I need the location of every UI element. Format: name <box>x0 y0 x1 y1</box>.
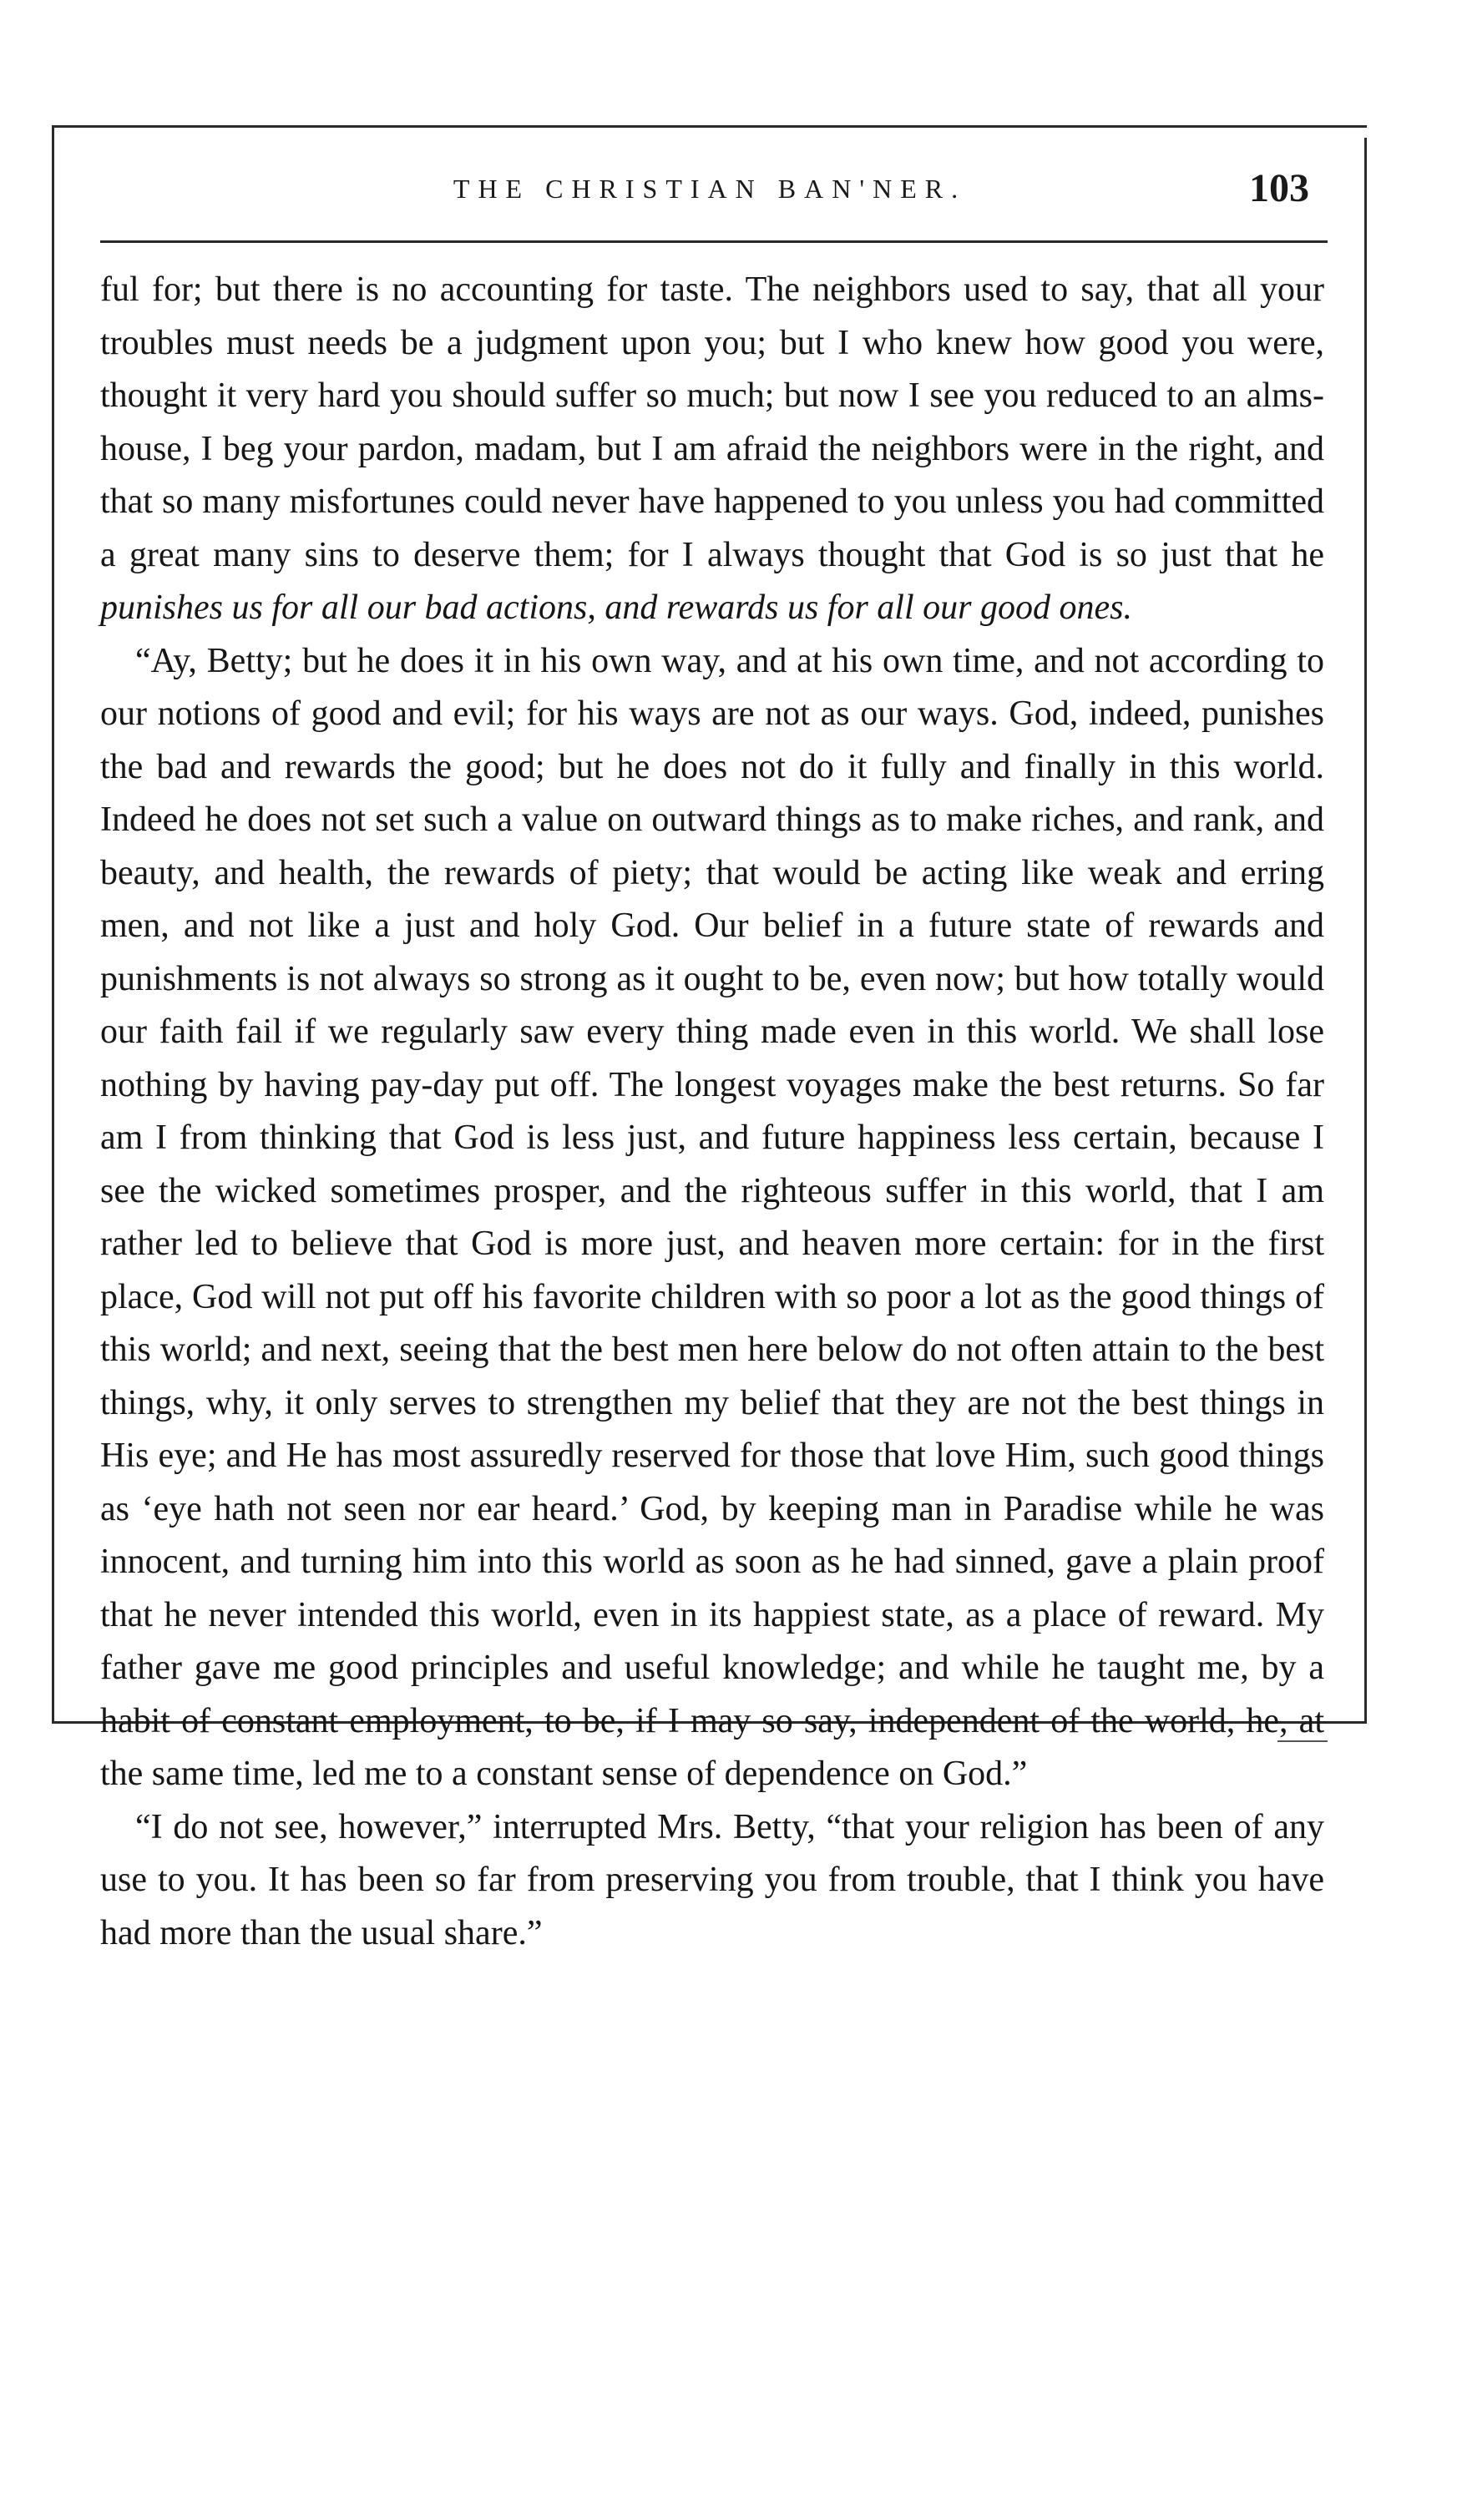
running-head <box>100 165 1319 215</box>
page-right-edge <box>1364 138 1367 1724</box>
paragraph-1-text: ful for; but there is no accounting for taste. The neighbors used to say, that all your troubles must needs be a judgment upon you; but I who knew how good you were, thought it very hard you should suffer so much; but now I see you reduced to an alms-house, I beg your pardon, madam, but I am afraid the neighbors were in the right, and that so many misfortunes could never have happened to you unless you had committed a great many sins to deserve them; for I always thought that God is so just that he <box>100 270 1324 574</box>
paragraph-1-italic: punishes us for all our bad actions, and rewards us for all our good ones. <box>100 588 1132 627</box>
bottom-mark <box>1277 1740 1328 1742</box>
paragraph-1 <box>100 264 1324 635</box>
paragraph-3 <box>100 1801 1324 1961</box>
page-number: 103 <box>1249 166 1309 210</box>
paragraph-2 <box>100 635 1324 1801</box>
paragraph-2-text: “Ay, Betty; but he does it in his own way, and at his own time, and not according to our notions of good and evil; for his ways are not as our ways. God, indeed, punishes the bad and rewards the good; but he does not do it fully and finally in this world. Indeed he does not set such a value on outward things as to make riches, and rank, and beauty, and health, the rewards of piety; that would be acting like weak and erring men, and not like a just and holy God. Our belief in a future state of rewards and punishments is not always so strong as it ought to be, even now; but how totally would our faith fail if we regularly saw every thing made even in this world. We shall lose nothing by having pay-day put off. The longest voyages make the best returns. So far am I from thinking that God is less just, and future happiness less certain, because I see the wicked sometimes prosper, and the righteous suffer in this world, that I am rather led to believe that God is more just, and heaven more certain: for in the first place, God will not put off his favorite children with so poor a lot as the good things of this world; and next, seeing that the best men here below do not often attain to the best things, why, it only serves to strengthen my belief that they are not the best things in His eye; and He has most assuredly reserved for those that love Him, such good things as ‘eye hath not seen nor ear heard.’ God, by keeping man in Paradise while he was innocent, and turning him into this world as soon as he had sinned, gave a plain proof that he never intended this world, even in its happiest state, as a place of reward. My father gave me good principles and useful knowledge; and while he taught me, by a habit of constant employment, to be, if I may so say, independent of the world, he, at the same time, led me to a constant sense of dependence on God.” <box>100 641 1324 1793</box>
paragraph-3-text: “I do not see, however,” interrupted Mrs. Betty, “that your religion has been of any use to you. It has been so far from preserving you from trouble, that I think you have had more than the usual share.” <box>100 1807 1324 1952</box>
body-text <box>100 264 1324 1960</box>
running-head-title: THE CHRISTIAN BAN'NER. <box>453 174 967 204</box>
header-rule <box>100 240 1328 243</box>
